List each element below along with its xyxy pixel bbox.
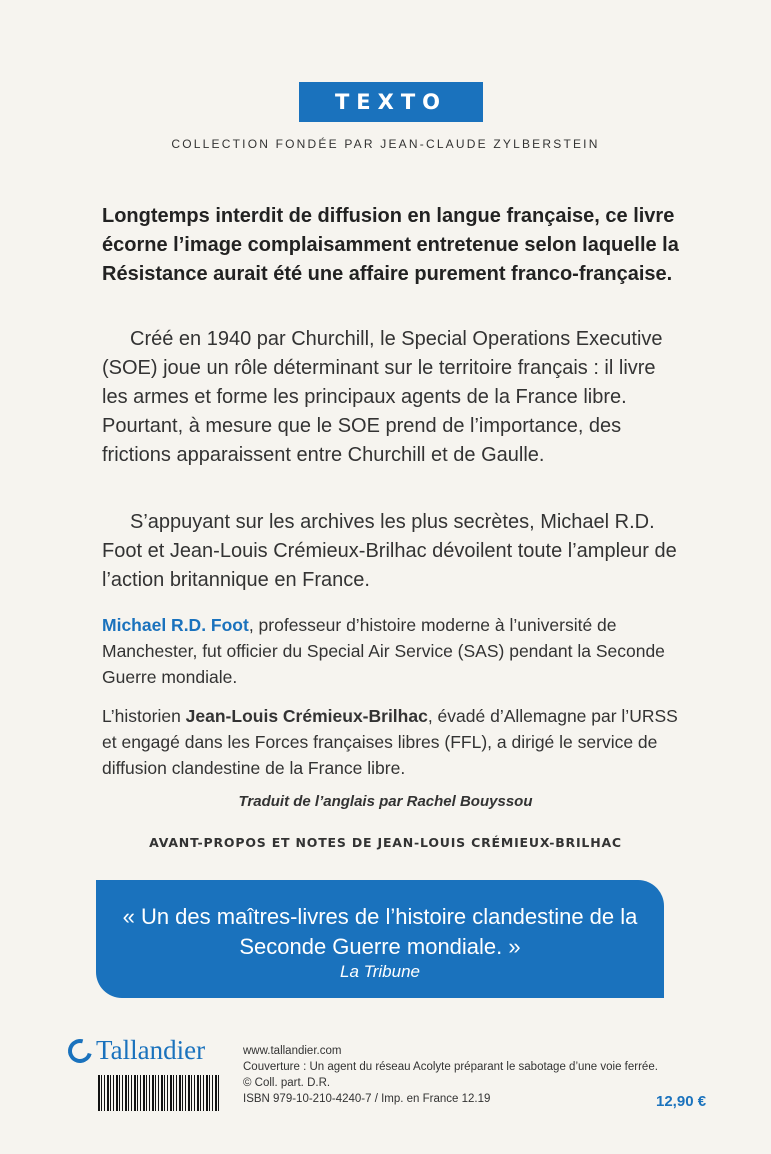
foreword-credit: AVANT-PROPOS ET NOTES DE JEAN-LOUIS CRÉMIEUX-BRILHAC — [149, 835, 622, 850]
translator-credit: Traduit de l’anglais par Rachel Bouyssou — [238, 793, 533, 810]
swirl-icon — [64, 1034, 97, 1067]
author-bio-foot — [102, 612, 682, 690]
price-tag: 12,90 € — [656, 1093, 707, 1110]
publisher-name: Tallandier — [96, 1035, 206, 1065]
author-bio-cremieux-text: , évadé d’Allemagne par l’URSS et engagé dans les Forces françaises libres (FFL), a dirigé le service de diffusion clandestine de la France libre. — [102, 706, 678, 778]
author-bio-foot-text: , professeur d’histoire moderne à l’université de Manchester, fut officier du Special Air Service (SAS) pendant la Seconde Guerre mondiale. — [102, 615, 665, 687]
publisher-logo — [68, 1035, 205, 1066]
credits-block — [243, 1043, 658, 1107]
author-name-cremieux: Jean-Louis Crémieux-Brilhac — [185, 706, 428, 726]
author-bio-cremieux-prefix: L’historien — [102, 706, 186, 726]
press-quote-text: « Un des maîtres-livres de l’histoire clandestine de la Seconde Guerre mondiale. » — [122, 904, 638, 959]
collection-line: COLLECTION FONDÉE PAR JEAN-CLAUDE ZYLBERSTEIN — [171, 137, 600, 151]
website-link[interactable]: www.tallandier.com — [243, 1045, 342, 1057]
copyright-line: © Coll. part. D.R. — [243, 1077, 331, 1089]
body-paragraph-1: Créé en 1940 par Churchill, le Special Operations Executive (SOE) joue un rôle déterminant sur le territoire français : il livre les armes et forme les principaux agents de la France libre. Pourtant, à mesure que le SOE prend de l’importance, des frictions apparaissent entre Churchill et de Gaulle. — [102, 328, 663, 466]
press-quote-box — [96, 880, 664, 998]
texto-logo: TEXTO — [299, 82, 483, 122]
press-quote-source: La Tribune — [339, 962, 420, 981]
cover-credit: Couverture : Un agent du réseau Acolyte préparant le sabotage d’une voie ferrée. — [243, 1061, 658, 1073]
author-name-foot: Michael R.D. Foot — [102, 615, 249, 635]
lead-paragraph: Longtemps interdit de diffusion en langue française, ce livre écorne l’image complaisamment entretenue selon laquelle la Résistance aurait été une affaire purement franco-française. — [102, 205, 679, 285]
barcode — [98, 1075, 220, 1111]
author-bio-cremieux — [102, 703, 682, 781]
body-paragraph-2: S’appuyant sur les archives les plus secrètes, Michael R.D. Foot et Jean-Louis Crémieux-Brilhac dévoilent toute l’ampleur de l’action britannique en France. — [102, 511, 677, 591]
isbn-line: ISBN 979-10-210-4240-7 / Imp. en France 12.19 — [243, 1093, 491, 1105]
